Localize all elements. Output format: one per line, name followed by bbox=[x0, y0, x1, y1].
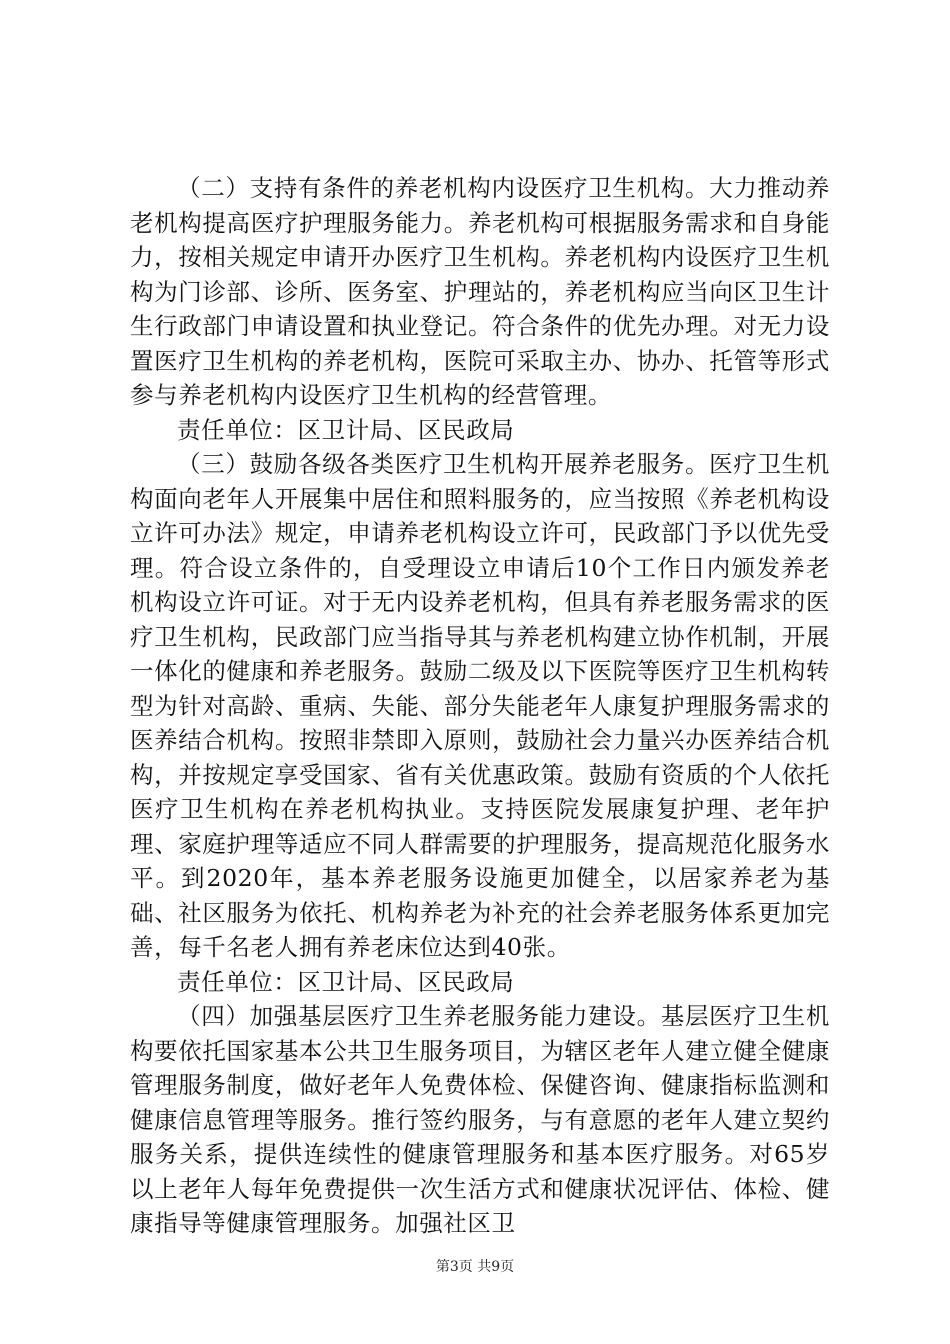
page-number-footer: 第3页 共9页 bbox=[435, 1259, 515, 1275]
paragraph-section-4: （四）加强基层医疗卫生养老服务能力建设。基层医疗卫生机构要依托国家基本公共卫生服务项目，为辖区老年人建立健全健康管理服务制度，做好老年人免费体检、保健咨询、健康指标监测和健康信息管理等服务。推行签约服务，与有意愿的老年人建立契约服务关系，提供连续性的健康管理服务和基本医疗服务。对65岁以上老年人每年免费提供一次生活方式和健康状况评估、体检、健康指导等健康管理服务。加强社区卫 bbox=[130, 1002, 830, 1237]
responsible-units-line: 责任单位：区卫计局、区民政局 bbox=[177, 967, 515, 996]
paragraph-section-2: （二）支持有条件的养老机构内设医疗卫生机构。大力推动养老机构提高医疗护理服务能力。养老机构可根据服务需求和自身能力，按相关规定申请开办医疗卫生机构。养老机构内设医疗卫生机构为门诊部、诊所、医务室、护理站的，养老机构应当向区卫生计生行政部门申请设置和执业登记。符合条件的优先办理。对无力设置医疗卫生机构的养老机构，医院可采取主办、协办、托管等形式参与养老机构内设医疗卫生机构的经营管理。 bbox=[130, 174, 830, 409]
responsible-units-line: 责任单位：区卫计局、区民政局 bbox=[177, 415, 515, 444]
document-body bbox=[130, 171, 830, 1241]
paragraph-section-3: （三）鼓励各级各类医疗卫生机构开展养老服务。医疗卫生机构面向老年人开展集中居住和照料服务的，应当按照《养老机构设立许可办法》规定，申请养老机构设立许可，民政部门予以优先受理。符合设立条件的，自受理设立申请后10个工作日内颁发养老机构设立许可证。对于无内设养老机构，但具有养老服务需求的医疗卫生机构，民政部门应当指导其与养老机构建立协作机制，开展一体化的健康和养老服务。鼓励二级及以下医院等医疗卫生机构转型为针对高龄、重病、失能、部分失能老年人康复护理服务需求的医养结合机构。按照非禁即入原则，鼓励社会力量兴办医养结合机构，并按规定享受国家、省有关优惠政策。鼓励有资质的个人依托医疗卫生机构在养老机构执业。支持医院发展康复护理、老年护理、家庭护理等适应不同人群需要的护理服务，提高规范化服务水平。到2020年，基本养老服务设施更加健全，以居家养老为基础、社区服务为依托、机构养老为补充的社会养老服务体系更加完善，每千名老人拥有养老床位达到40张。 bbox=[130, 450, 830, 961]
